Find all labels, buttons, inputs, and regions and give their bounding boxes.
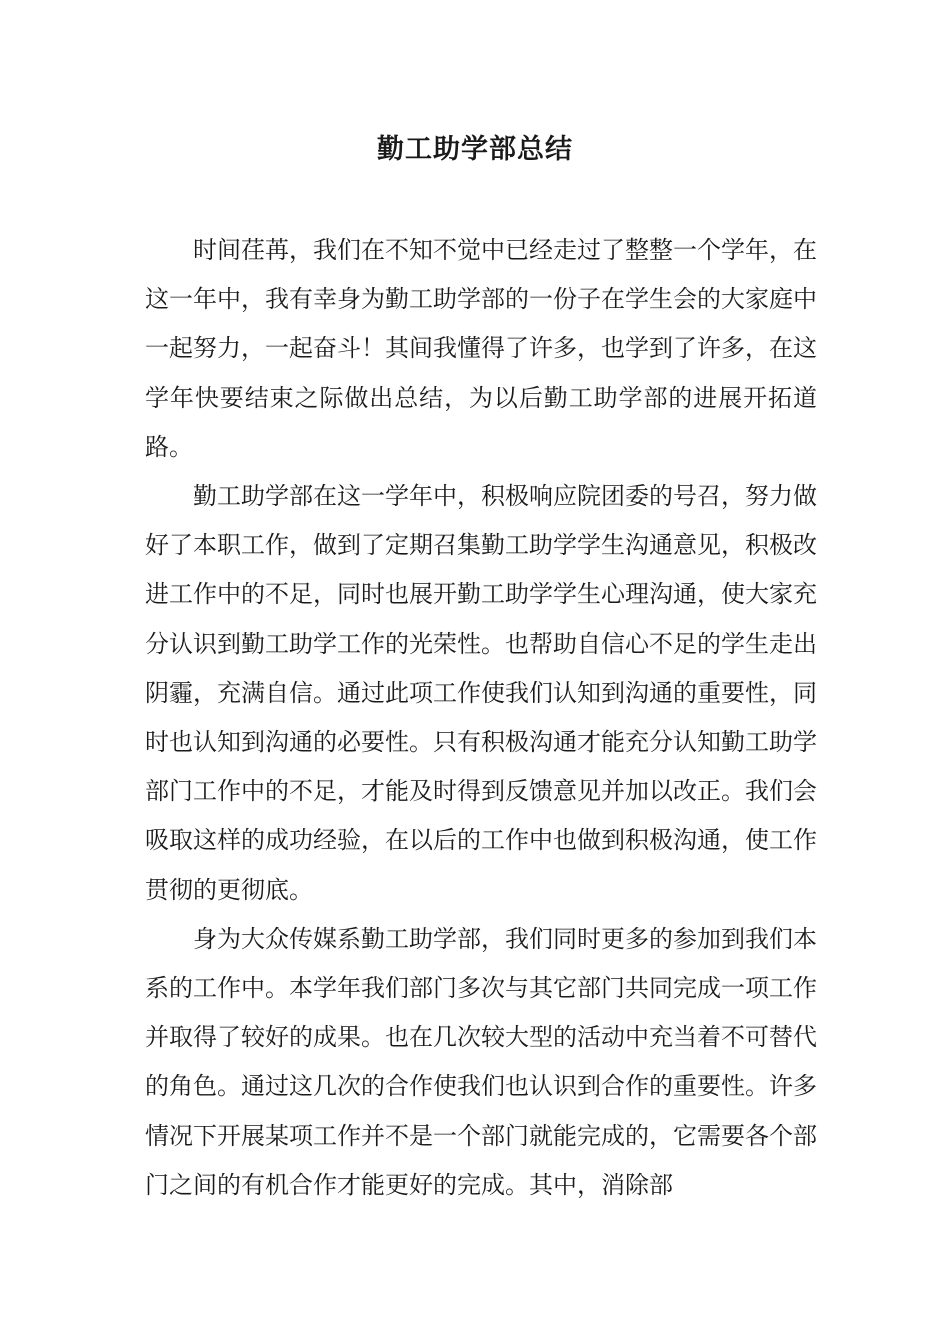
document-body xyxy=(145,226,817,1210)
paragraph-1: 时间荏苒，我们在不知不觉中已经走过了整整一个学年，在这一年中，我有幸身为勤工助学部的一份子在学生会的大家庭中一起努力，一起奋斗！其间我懂得了许多，也学到了许多，在这学年快要结束之际做出总结，为以后勤工助学部的进展开拓道路。 xyxy=(145,236,817,461)
paragraph-3: 身为大众传媒系勤工助学部，我们同时更多的参加到我们本系的工作中。本学年我们部门多次与其它部门共同完成一项工作并取得了较好的成果。也在几次较大型的活动中充当着不可替代的角色。通过这几次的合作使我们也认识到合作的重要性。许多情况下开展某项工作并不是一个部门就能完成的，它需要各个部门之间的有机合作才能更好的完成。其中，消除部 xyxy=(145,924,817,1199)
document-title: 勤工助学部总结 xyxy=(377,134,573,165)
paragraph-2: 勤工助学部在这一学年中，积极响应院团委的号召，努力做好了本职工作，做到了定期召集勤工助学学生沟通意见，积极改进工作中的不足，同时也展开勤工助学学生心理沟通，使大家充分认识到勤工助学工作的光荣性。也帮助自信心不足的学生走出阴霾，充满自信。通过此项工作使我们认知到沟通的重要性，同时也认知到沟通的必要性。只有积极沟通才能充分认知勤工助学部门工作中的不足，才能及时得到反馈意见并加以改正。我们会吸取这样的成功经验，在以后的工作中也做到积极沟通，使工作贯彻的更彻底。 xyxy=(145,482,817,904)
